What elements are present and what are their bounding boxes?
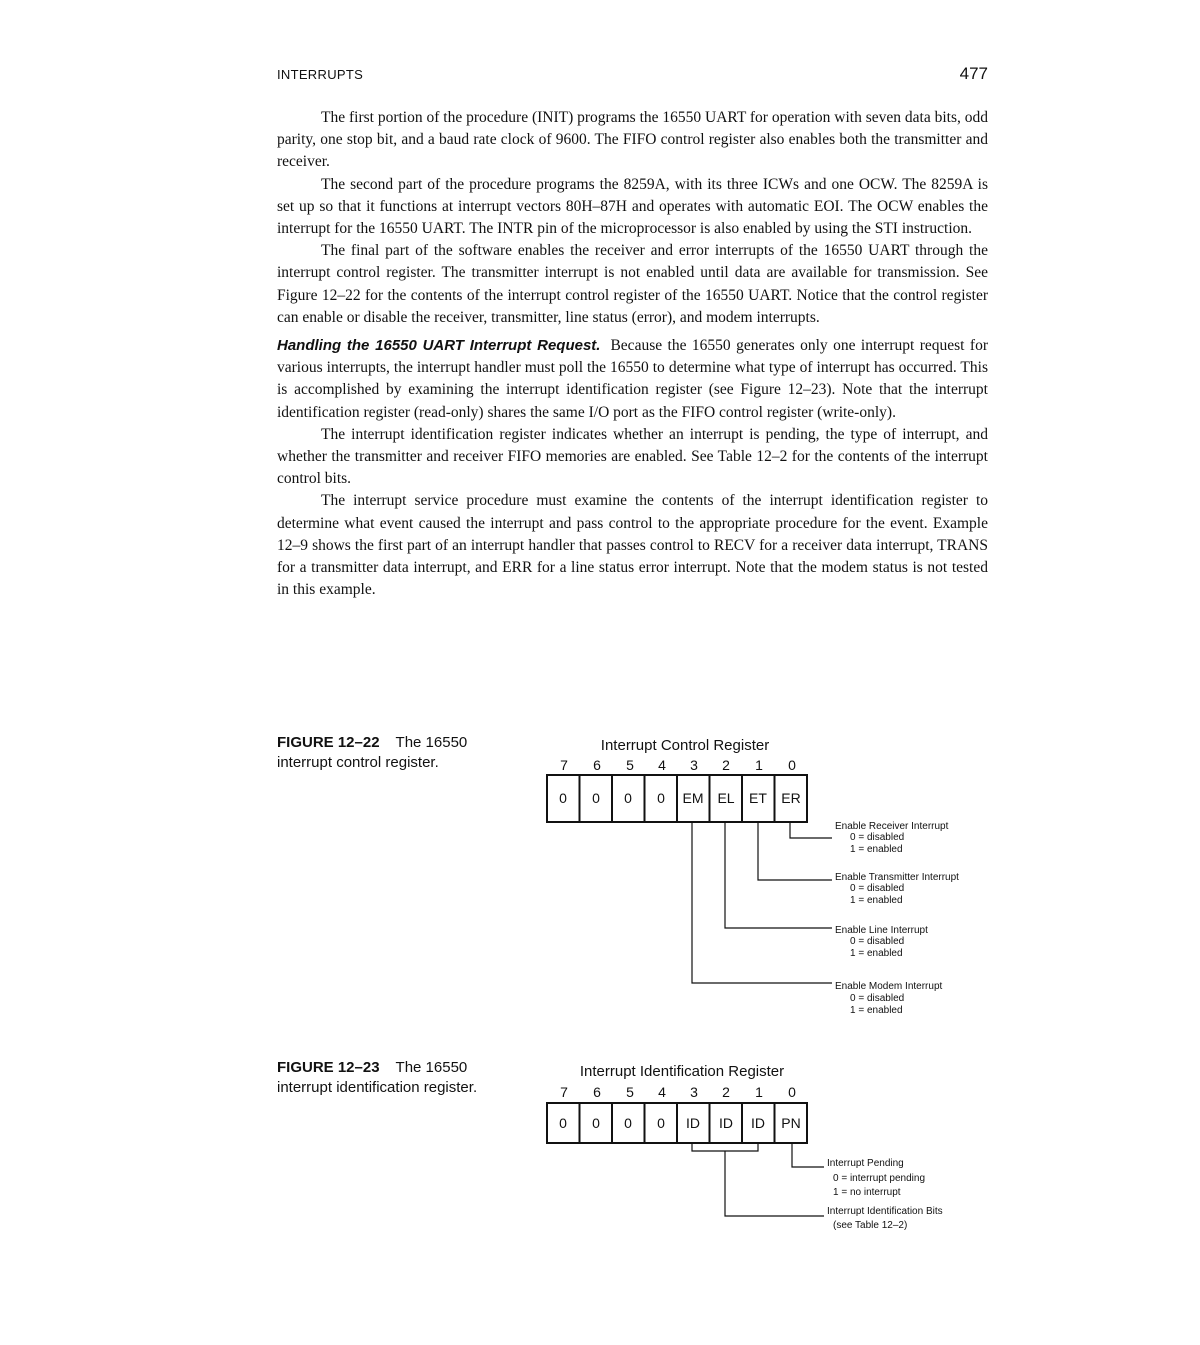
cell-bit-3: ID: [686, 1115, 700, 1131]
leader-lines: [692, 1143, 824, 1216]
figure-number: FIGURE 12–22: [277, 734, 380, 751]
running-head: [277, 64, 988, 86]
desc-line: 0 = interrupt pending: [833, 1173, 926, 1184]
description-pending: [827, 1158, 925, 1198]
desc-title: Enable Transmitter Interrupt: [835, 872, 959, 883]
cell-bit-7: 0: [559, 1115, 567, 1131]
body-text: [277, 107, 988, 601]
bit-number: 0: [788, 1084, 796, 1100]
desc-line: 0 = disabled: [850, 883, 905, 894]
cell-values: [559, 1115, 801, 1131]
bit-numbers: [560, 1084, 796, 1100]
figure-number: FIGURE 12–23: [277, 1059, 380, 1076]
bit-numbers: [560, 757, 796, 773]
bit-number: 1: [755, 757, 763, 773]
figure-12-22-caption: [277, 733, 512, 773]
register-title: Interrupt Control Register: [600, 737, 770, 754]
cell-bit-6: 0: [592, 1115, 600, 1131]
bit-number: 3: [690, 757, 698, 773]
desc-line: 1 = enabled: [850, 1005, 903, 1016]
bit-number: 4: [658, 1084, 666, 1100]
figure-caption-text: The 16550 interrupt control register.: [277, 734, 468, 771]
cell-values: [559, 790, 801, 806]
cell-bit-0: PN: [781, 1115, 801, 1131]
cell-bit-4: 0: [657, 1115, 665, 1131]
cell-bit-2: ID: [719, 1115, 733, 1131]
description-modem: [835, 981, 943, 1016]
bit-number: 6: [593, 757, 601, 773]
bit-number: 1: [755, 1084, 763, 1100]
desc-line: 1 = no interrupt: [833, 1187, 901, 1198]
desc-line: (see Table 12–2): [833, 1220, 908, 1231]
paragraph-handling: [277, 335, 988, 424]
paragraph-identification: The interrupt identification register indicates whether an interrupt is pending, the type of interrupt, and whether the transmitter and receiver FIFO memories are enabled. See Table 12–2 for the contents of the interrupt control bits.: [277, 425, 988, 488]
bit-number: 7: [560, 757, 568, 773]
interrupt-identification-register-diagram: [540, 1059, 1000, 1239]
desc-line: 0 = disabled: [850, 936, 905, 947]
leader-pn: [792, 1143, 824, 1167]
subhead-text: Because the 16550 generates only one interrupt request for various interrupts, the interrupt handler must poll the 16550 to determine what type of interrupt has occurred. This is accomplished by examining the interrupt identification register (see Figure 12–23). Note that the interrupt identification register (read-only) shares the same I/O port as the FIFO control register (write-only).: [277, 337, 989, 421]
bit-number: 2: [722, 757, 730, 773]
bracket-id-bits: [692, 1143, 758, 1151]
desc-title: Enable Receiver Interrupt: [835, 821, 949, 832]
cell-bit-5: 0: [624, 1115, 632, 1131]
desc-title: Interrupt Identification Bits: [827, 1206, 943, 1217]
figure-12-23: [540, 1059, 1000, 1239]
bit-number: 4: [658, 757, 666, 773]
chapter-title: INTERRUPTS: [277, 67, 364, 82]
register-cells: [547, 1103, 807, 1143]
figure-12-23-caption: [277, 1058, 512, 1098]
page-number: 477: [959, 64, 988, 83]
interrupt-control-register-diagram: [540, 732, 1000, 1022]
cell-bit-3: EM: [682, 790, 704, 806]
description-transmitter: [835, 872, 959, 906]
desc-title: Enable Line Interrupt: [835, 925, 928, 936]
desc-line: 1 = enabled: [850, 844, 903, 855]
bit-number: 5: [626, 1084, 634, 1100]
register-title: Interrupt Identification Register: [579, 1063, 785, 1080]
cell-bit-5: 0: [624, 790, 632, 806]
bit-number: 2: [722, 1084, 730, 1100]
leader-id: [725, 1151, 824, 1216]
desc-line: 1 = enabled: [850, 948, 903, 959]
paragraph-8259a: The second part of the procedure programs the 8259A, with its three ICWs and one OCW. The 8259A is set up so that it functions at interrupt vectors 80H–87H and operates with automatic EOI. The OCW enables the interrupt for the 16550 UART. The INTR pin of the microprocessor is also enabled by using the STI instruction.: [277, 175, 988, 238]
paragraph-service-procedure: The interrupt service procedure must examine the contents of the interrupt identification register to determine what event caused the interrupt and pass control to the appropriate procedure for the event. Example 12–9 shows the first part of an interrupt handler that passes control to RECV for a receiver data interrupt, TRANS for a transmitter data interrupt, and ERR for a line status error interrupt. Note that the modem status is not tested in this example.: [277, 492, 988, 599]
figure-caption-text: The 16550 interrupt identification register.: [277, 1059, 478, 1096]
cell-bit-7: 0: [559, 790, 567, 806]
desc-line: 1 = enabled: [850, 895, 903, 906]
paragraph-init: The first portion of the procedure (INIT) programs the 16550 UART for operation with seven data bits, odd parity, one stop bit, and a baud rate clock of 9600. The FIFO control register also enables both the transmitter and receiver.: [277, 109, 988, 171]
cell-bit-1: ET: [749, 790, 767, 806]
leader-er: [790, 822, 832, 838]
description-line: [835, 925, 928, 959]
cell-bit-4: 0: [657, 790, 665, 806]
description-receiver: [835, 821, 949, 855]
bit-number: 7: [560, 1084, 568, 1100]
desc-title: Interrupt Pending: [827, 1158, 904, 1169]
cell-bit-6: 0: [592, 790, 600, 806]
desc-line: 0 = disabled: [850, 993, 905, 1004]
bit-number: 6: [593, 1084, 601, 1100]
register-cells: [547, 775, 807, 822]
cell-bit-2: EL: [717, 790, 735, 806]
subhead-handling: Handling the 16550 UART Interrupt Request.: [277, 337, 601, 355]
paragraph-enable-interrupts: The final part of the software enables the receiver and error interrupts of the 16550 UART through the interrupt control register. The transmitter interrupt is not enabled until data are available for transmission. See Figure 12–22 for the contents of the interrupt control register of the 16550 UART. Notice that the control register can enable or disable the receiver, transmitter, line status (error), and modem interrupts.: [277, 242, 988, 326]
leader-lines: [692, 822, 832, 983]
leader-et: [758, 822, 832, 880]
bit-number: 3: [690, 1084, 698, 1100]
cell-bit-0: ER: [781, 790, 801, 806]
desc-title: Enable Modem Interrupt: [835, 981, 943, 992]
bit-number: 5: [626, 757, 634, 773]
description-identification: [827, 1206, 943, 1231]
bit-number: 0: [788, 757, 796, 773]
cell-bit-1: ID: [751, 1115, 765, 1131]
figure-12-22: [540, 732, 1000, 1022]
leader-em: [692, 822, 832, 983]
desc-line: 0 = disabled: [850, 832, 905, 843]
